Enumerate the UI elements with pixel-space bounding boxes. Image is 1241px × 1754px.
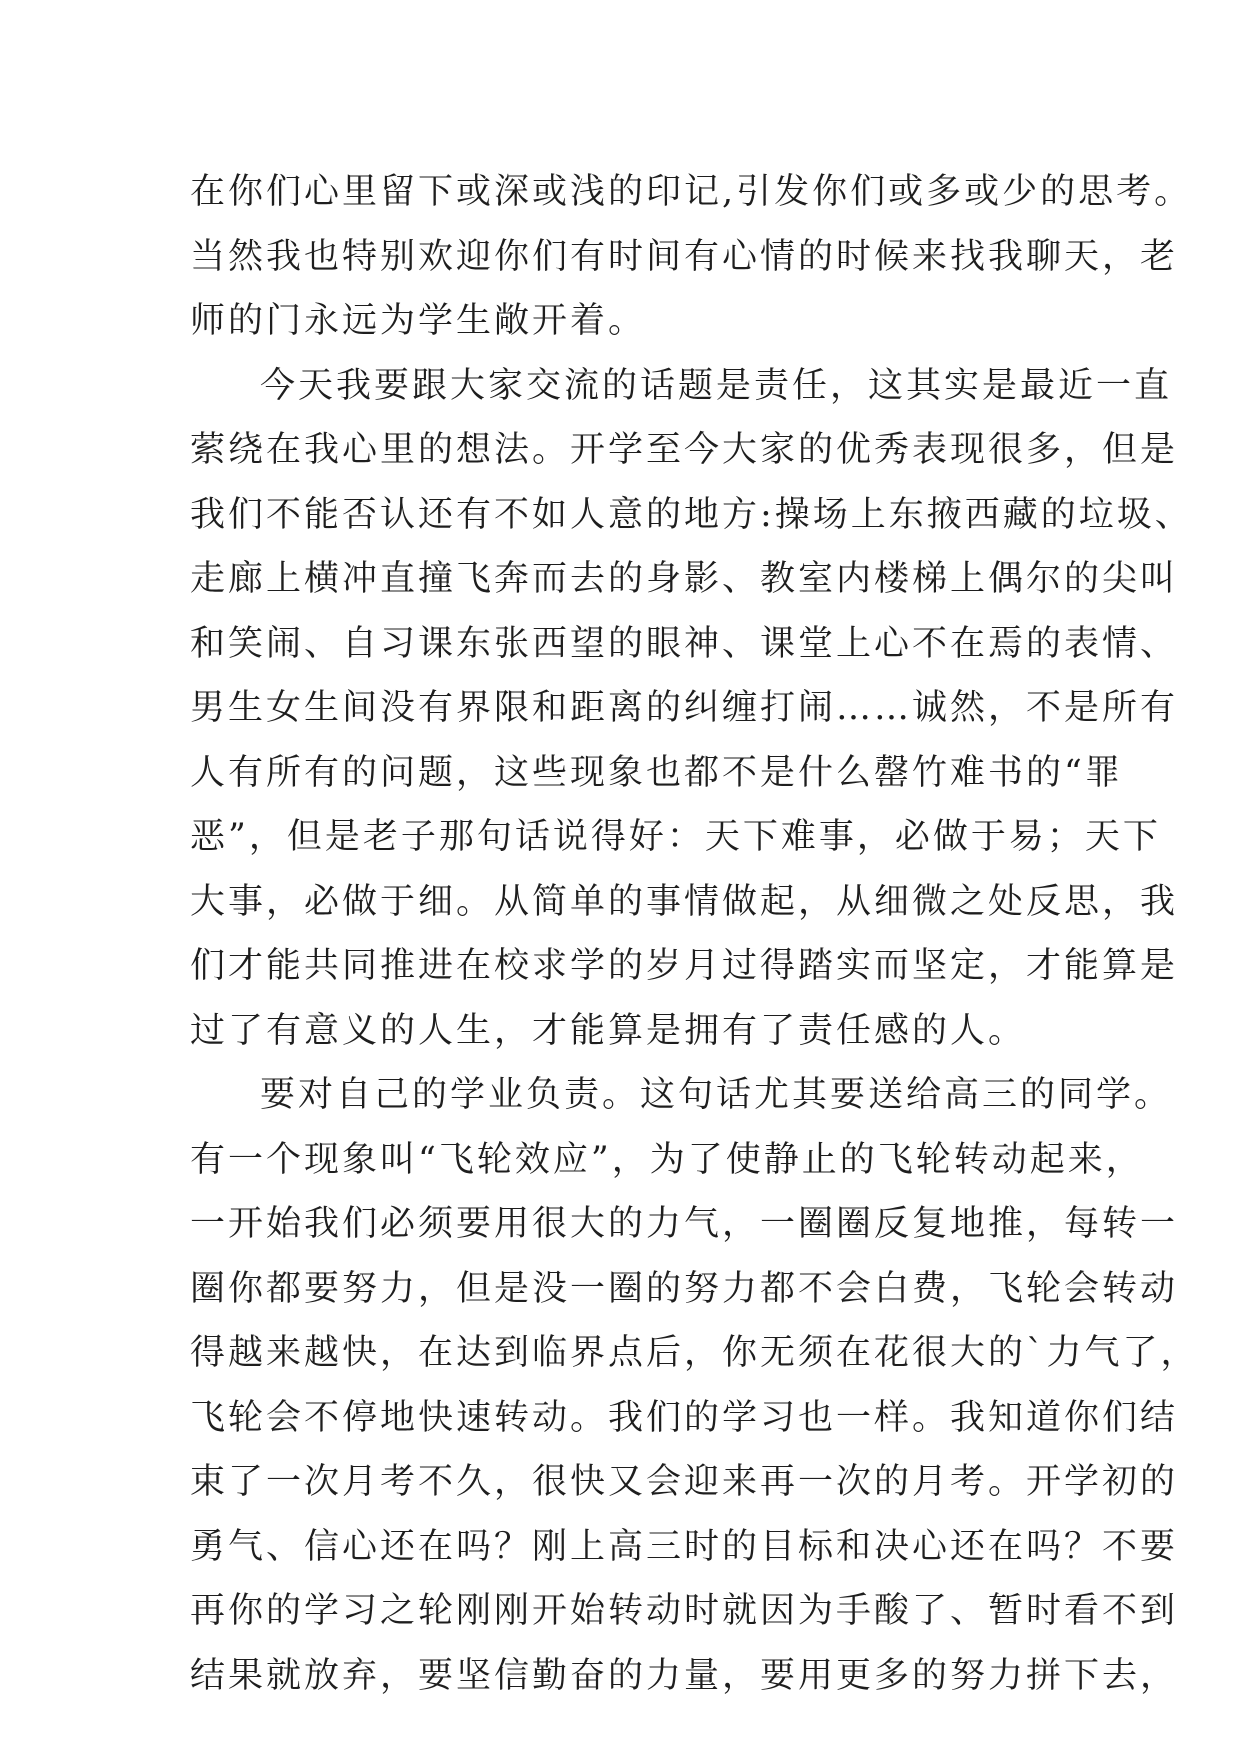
text-line: 得越来越快，在达到临界点后，你无须在花很大的`力气了， — [190, 1333, 1199, 1373]
text-line: 师的门永远为学生敞开着。 — [190, 301, 647, 341]
text-line: 有一个现象叫“飞轮效应”，为了使静止的飞轮转动起来， — [190, 1139, 1144, 1180]
text-line: 圈你都要努力，但是没一圈的努力都不会白费，飞轮会转动 — [190, 1268, 1179, 1309]
text-line: 过了有意义的人生，才能算是拥有了责任感的人。 — [190, 1010, 1027, 1051]
text-line: 男生女生间没有界限和距离的纠缠打闹……诚然，不是所有 — [190, 688, 1179, 728]
text-line: 当然我也特别欢迎你们有时间有心情的时候来找我聊天，老 — [190, 236, 1179, 277]
text-line: 大事，必做于细。从简单的事情做起，从细微之处反思，我 — [190, 881, 1179, 922]
text-line: 和笑闹、自习课东张西望的眼神、课堂上心不在焉的表情、 — [190, 623, 1179, 664]
paragraph-start-line: 要对自己的学业负责。这句话尤其要送给高三的同学。 — [260, 1075, 1173, 1115]
text-line: 们才能共同推进在校求学的岁月过得踏实而坚定，才能算是 — [190, 946, 1179, 986]
text-line: 再你的学习之轮刚刚开始转动时就因为手酸了、暂时看不到 — [190, 1591, 1179, 1631]
text-line: 一开始我们必须要用很大的力气，一圈圈反复地推，每转一 — [190, 1204, 1179, 1244]
text-line: 萦绕在我心里的想法。开学至今大家的优秀表现很多，但是 — [190, 430, 1179, 470]
text-line: 勇气、信心还在吗？刚上高三时的目标和决心还在吗？不要 — [190, 1526, 1179, 1567]
paragraph-start-line: 今天我要跟大家交流的话题是责任，这其实是最近一直 — [260, 365, 1173, 406]
body-text — [190, 160, 1199, 1708]
text-line: 恶”，但是老子那句话说得好：天下难事，必做于易；天下 — [190, 817, 1161, 857]
text-line: 飞轮会不停地快速转动。我们的学习也一样。我知道你们结 — [190, 1397, 1179, 1438]
text-line: 我们不能否认还有不如人意的地方:操场上东掖西藏的垃圾、 — [190, 494, 1193, 535]
text-line: 走廊上横冲直撞飞奔而去的身影、教室内楼梯上偶尔的尖叫 — [190, 559, 1179, 599]
text-line: 人有所有的问题，这些现象也都不是什么罄竹难书的“罪 — [190, 752, 1123, 793]
text-line: 束了一次月考不久，很快又会迎来再一次的月考。开学初的 — [190, 1462, 1179, 1502]
text-line: 结果就放弃，要坚信勤奋的力量，要用更多的努力拼下去， — [190, 1655, 1179, 1696]
text-line: 在你们心里留下或深或浅的印记,引发你们或多或少的思考。 — [190, 172, 1193, 212]
